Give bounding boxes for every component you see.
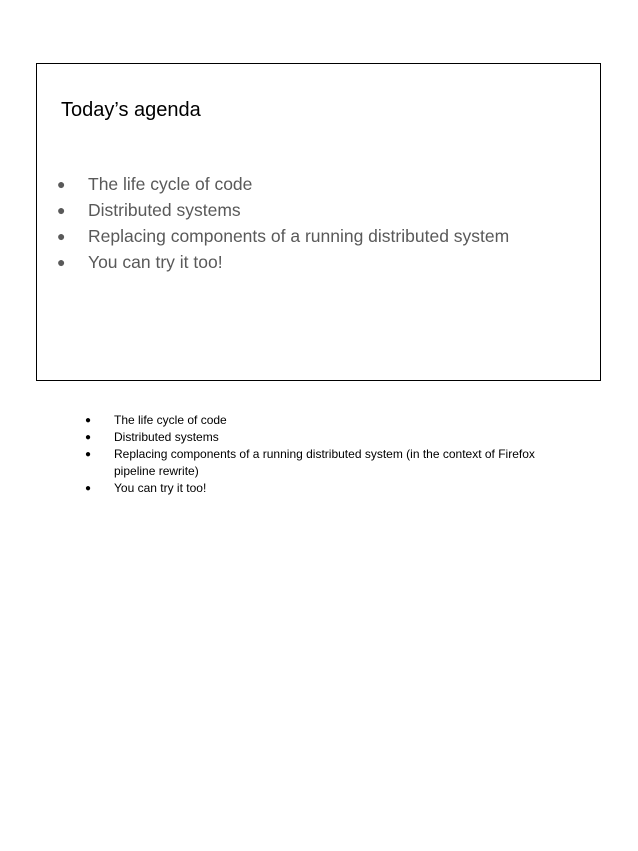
bullet-icon: ● — [57, 228, 66, 244]
notes-bullet-text: Replacing components of a running distributed system (in the context of Firefox pipeline rewrite) — [114, 447, 535, 478]
bullet-icon: ● — [85, 449, 92, 460]
bullet-icon: ● — [85, 432, 92, 443]
notes-bullet-item — [83, 429, 553, 446]
slide-bullet-item — [55, 197, 509, 223]
slide-bullet-text: Replacing components of a running distributed system — [88, 226, 510, 246]
bullet-icon: ● — [57, 254, 66, 270]
slide-bullet-text: Distributed systems — [88, 200, 241, 220]
bullet-icon: ● — [85, 415, 92, 426]
slide-bullet-item — [55, 171, 509, 197]
notes-bullet-item — [83, 480, 553, 497]
slide-bullet-text: The life cycle of code — [88, 174, 253, 194]
notes-bullet-text: The life cycle of code — [114, 413, 227, 427]
bullet-icon: ● — [57, 176, 66, 192]
slide-thumbnail — [36, 63, 601, 381]
bullet-icon: ● — [57, 202, 66, 218]
notes-bullet-text: You can try it too! — [114, 481, 207, 495]
bullet-icon: ● — [85, 483, 92, 494]
notes-bullet-item — [83, 412, 553, 429]
slide-title: Today’s agenda — [61, 99, 201, 121]
speaker-notes-list — [83, 412, 553, 497]
notes-bullet-item — [83, 446, 553, 480]
slide-bullet-item — [55, 223, 509, 249]
slide-bullet-item — [55, 249, 509, 275]
slide-bullet-list — [55, 171, 509, 275]
notes-bullet-text: Distributed systems — [114, 430, 219, 444]
slide-bullet-text: You can try it too! — [88, 252, 223, 272]
